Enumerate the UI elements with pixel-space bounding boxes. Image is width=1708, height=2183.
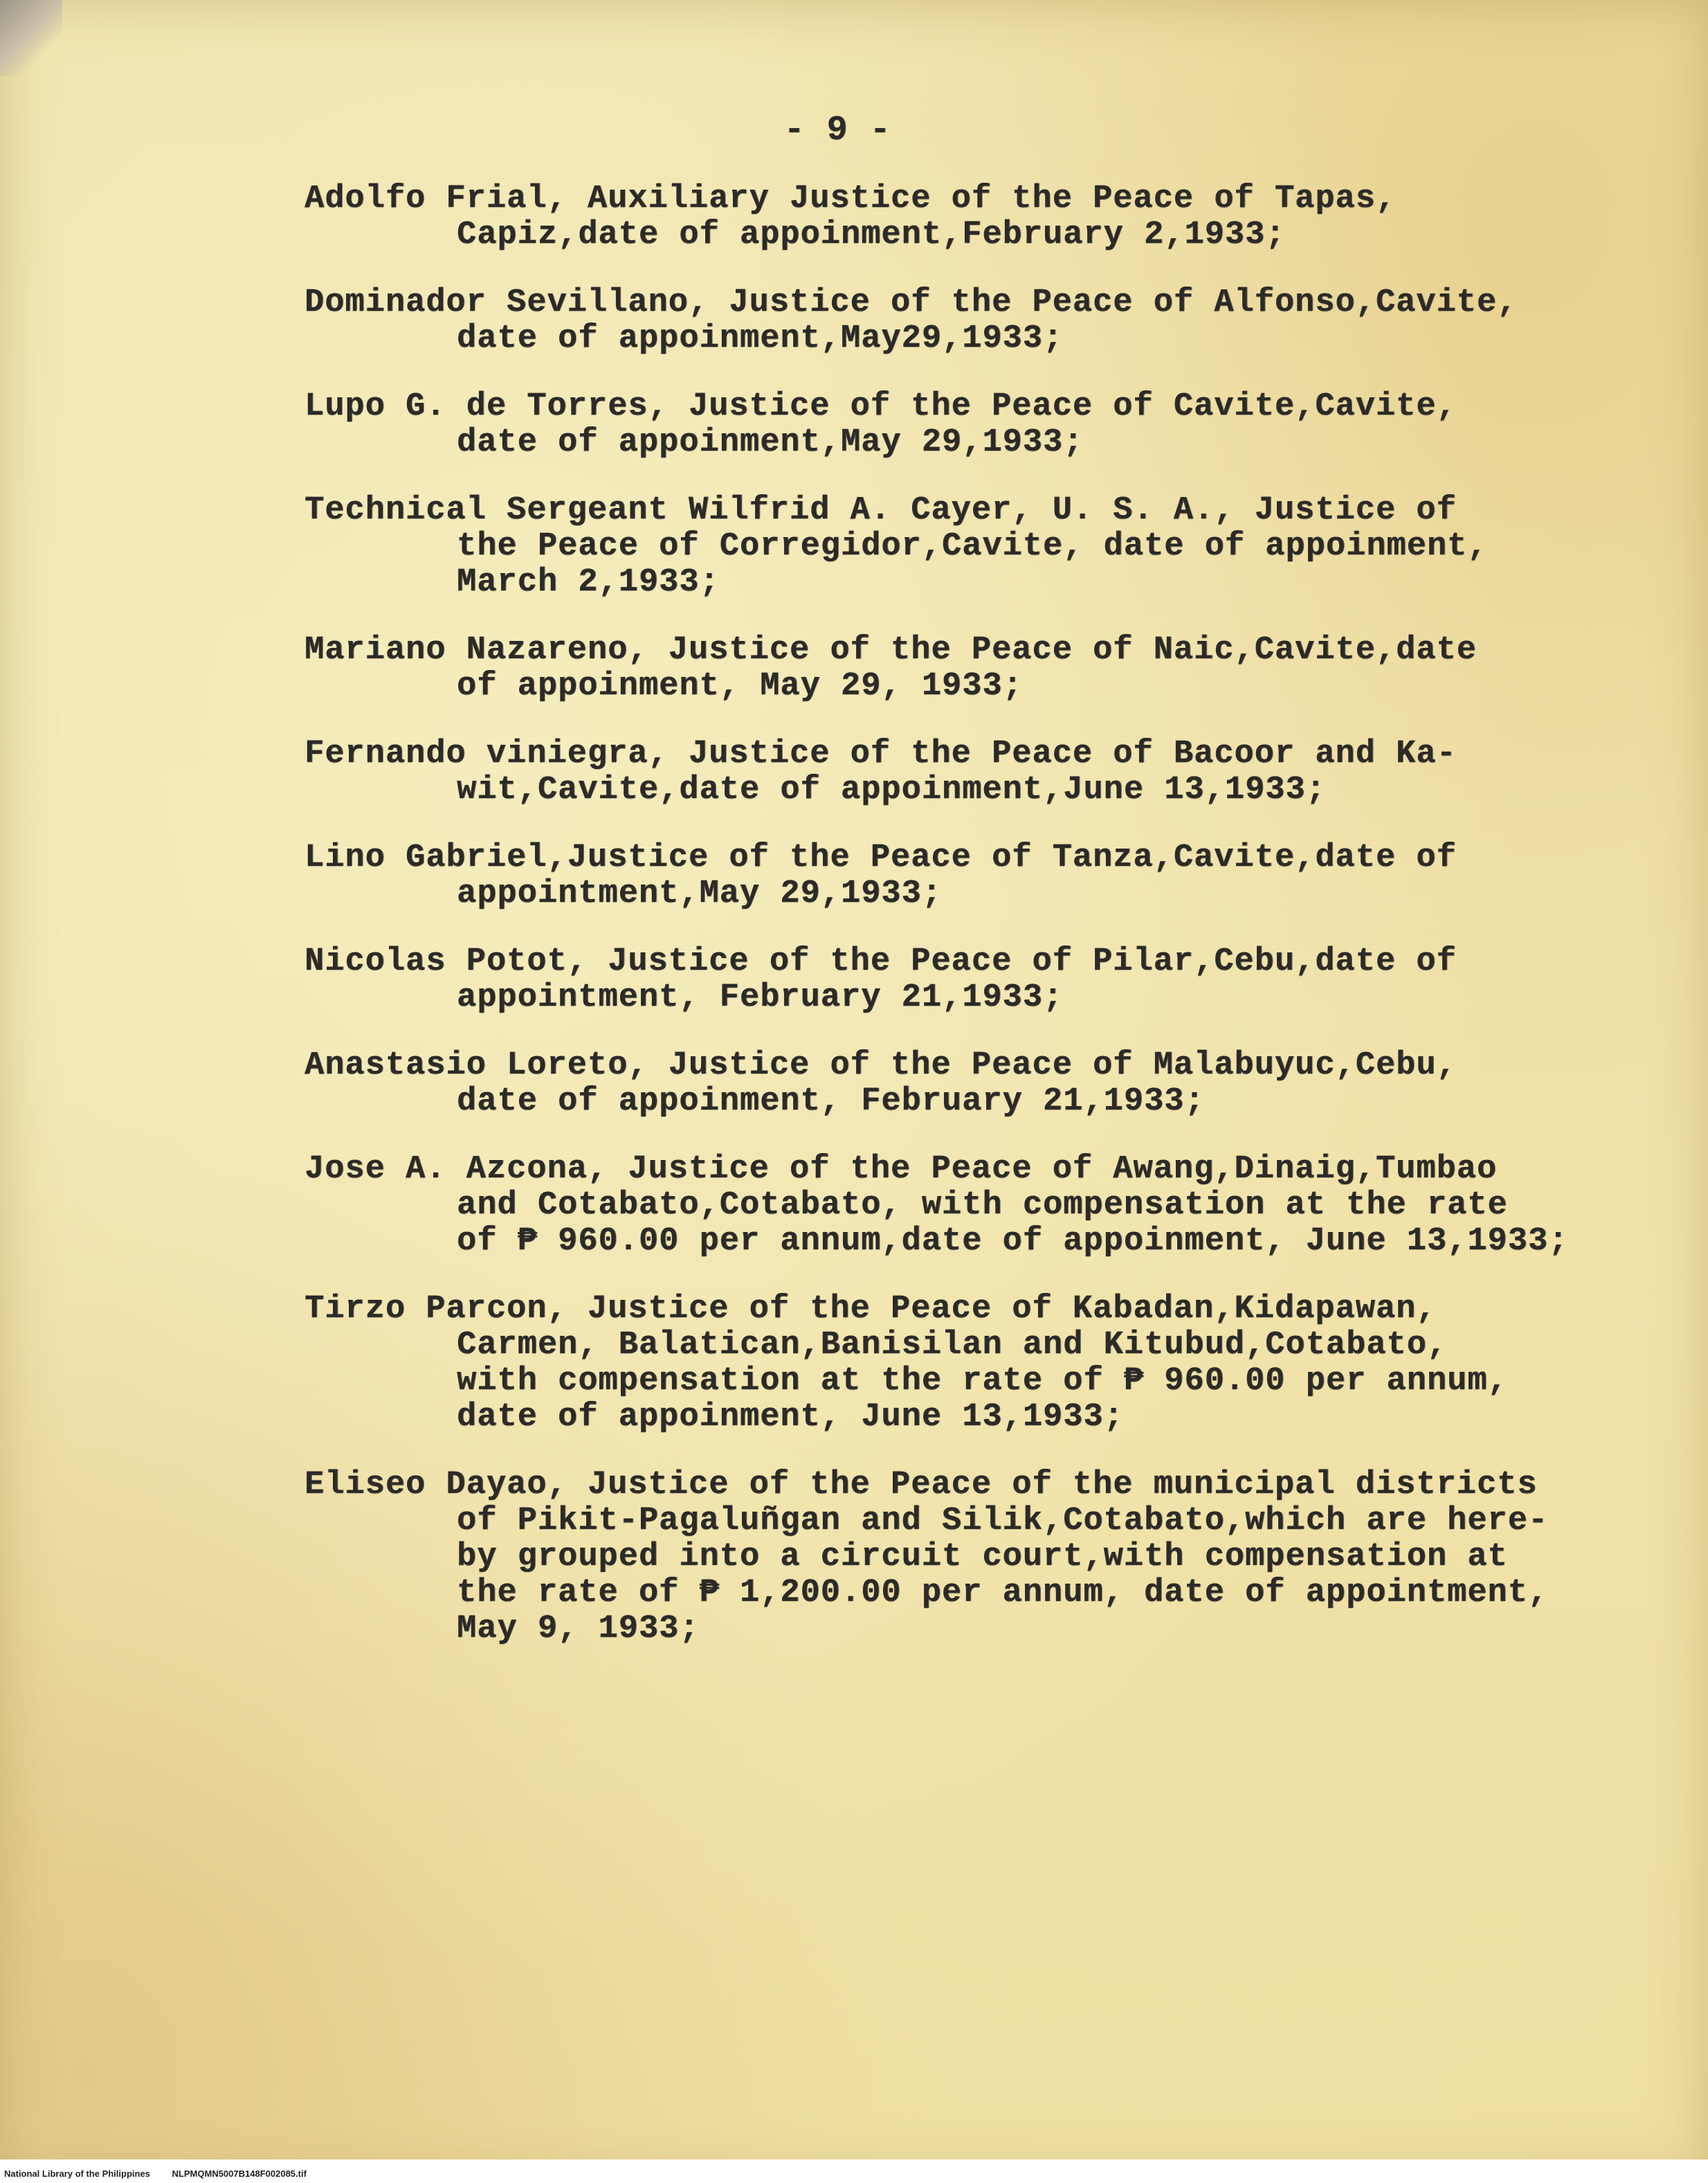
entry-continuation-line: date of appoinment, February 21,1933; (457, 1083, 1205, 1120)
appointment-entry (305, 944, 1668, 1016)
appointment-entry (305, 1467, 1668, 1647)
entry-first-line: Lino Gabriel,Justice of the Peace of Tanza,Cavite,date of (305, 840, 1457, 876)
entry-continuation-line: Capiz,date of appoinment,February 2,1933; (457, 217, 1286, 253)
entry-continuation-line: March 2,1933; (457, 564, 720, 601)
appointment-entry (305, 1048, 1668, 1120)
entry-continuation-line: and Cotabato,Cotabato, with compensation at the rate (457, 1187, 1508, 1224)
entry-continuation-line: wit,Cavite,date of appoinment,June 13,1933; (457, 772, 1326, 808)
appointment-entry (305, 840, 1668, 912)
entry-first-line: Jose A. Azcona, Justice of the Peace of Awang,Dinaig,Tumbao (305, 1151, 1498, 1188)
torn-corner (0, 0, 62, 76)
entry-continuation-line: date of appoinment, June 13,1933; (457, 1399, 1124, 1435)
entry-first-line: Eliseo Dayao, Justice of the Peace of the municipal districts (305, 1467, 1538, 1503)
entry-first-line: Fernando viniegra, Justice of the Peace of Bacoor and Ka- (305, 736, 1457, 772)
entry-continuation-line: appointment,May 29,1933; (457, 876, 942, 912)
entry-first-line: Adolfo Frial, Auxiliary Justice of the Peace of Tapas, (305, 181, 1397, 217)
page-number: - 9 - (783, 111, 891, 150)
entry-first-line: Tirzo Parcon, Justice of the Peace of Kabadan,Kidapawan, (305, 1291, 1437, 1328)
entry-first-line: Lupo G. de Torres, Justice of the Peace of Cavite,Cavite, (305, 388, 1457, 425)
entry-continuation-line: appointment, February 21,1933; (457, 979, 1064, 1016)
entry-continuation-line: May 9, 1933; (457, 1611, 700, 1647)
entry-continuation-line: the Peace of Corregidor,Cavite, date of appoinment, (457, 528, 1488, 565)
entry-first-line: Mariano Nazareno, Justice of the Peace of Naic,Cavite,date (305, 632, 1477, 669)
appointment-entry (305, 285, 1668, 357)
appointment-entry (305, 1292, 1668, 1435)
scan-footer-strip (0, 2159, 1708, 2183)
entry-continuation-line: date of appoinment,May 29,1933; (457, 424, 1084, 461)
appointment-entry (305, 736, 1668, 808)
entry-continuation-line: of appoinment, May 29, 1933; (457, 668, 1023, 705)
entry-first-line: Nicolas Potot, Justice of the Peace of Pilar,Cebu,date of (305, 943, 1457, 980)
entry-continuation-line: by grouped into a circuit court,with compensation at (457, 1539, 1508, 1575)
appointment-entry (305, 181, 1668, 253)
footer-filename: NLPMQMN5007B148F002085.tif (172, 2168, 307, 2179)
scan-footer (4, 2168, 307, 2179)
entry-continuation-line: of Pikit-Pagaluñgan and Silik,Cotabato,which are here- (457, 1503, 1549, 1539)
entry-continuation-line: Carmen, Balatican,Banisilan and Kitubud,Cotabato, (457, 1327, 1448, 1364)
entry-continuation-line: of ₱ 960.00 per annum,date of appoinment, June 13,1933; (457, 1223, 1569, 1260)
entry-continuation-line: the rate of ₱ 1,200.00 per annum, date of appointment, (457, 1575, 1549, 1611)
appointment-list (305, 181, 1668, 1679)
footer-library: National Library of the Philippines (4, 2168, 150, 2179)
entry-first-line: Dominador Sevillano, Justice of the Peace of Alfonso,Cavite, (305, 284, 1518, 321)
entry-first-line: Technical Sergeant Wilfrid A. Cayer, U. S. A., Justice of (305, 492, 1457, 529)
entry-continuation-line: with compensation at the rate of ₱ 960.00 per annum, (457, 1363, 1508, 1400)
appointment-entry (305, 389, 1668, 461)
appointment-entry (305, 633, 1668, 705)
entry-first-line: Anastasio Loreto, Justice of the Peace of Malabuyuc,Cebu, (305, 1047, 1457, 1084)
appointment-entry (305, 1152, 1668, 1260)
entry-continuation-line: date of appoinment,May29,1933; (457, 320, 1064, 357)
appointment-entry (305, 493, 1668, 601)
